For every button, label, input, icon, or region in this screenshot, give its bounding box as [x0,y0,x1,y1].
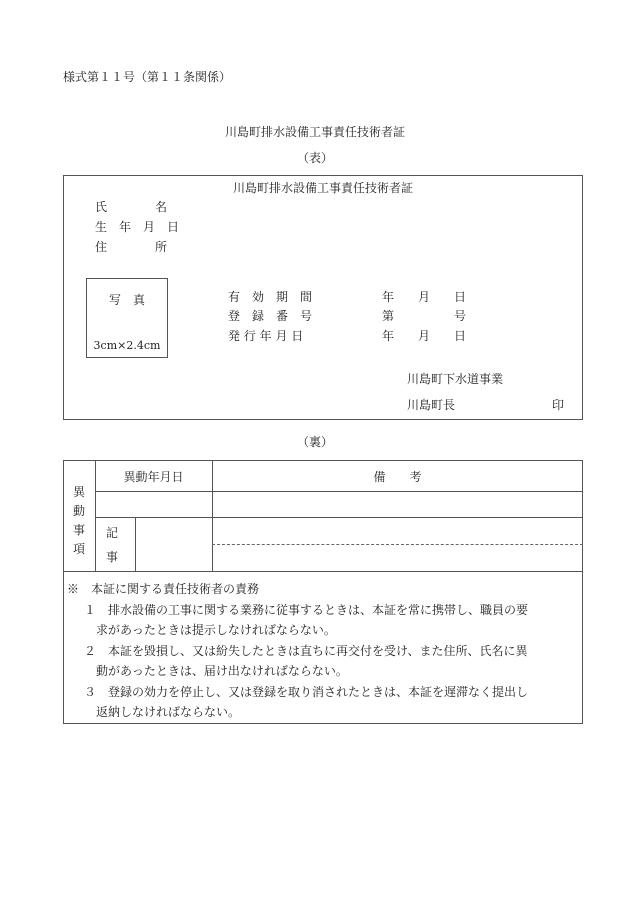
header-row-border [95,491,583,492]
issue-date-label: 発 行 年 月 日 [228,329,304,343]
seal-mark: 印 [552,398,565,412]
duty-2-line-2: 動があったときは、届け出なければならない。 [96,664,348,678]
issue-date-value: 年 月 日 [382,329,467,343]
duty-1-line-2: 求があったときは提示しなければならない。 [96,623,336,637]
table-divider [63,571,583,572]
change-items-header: 異動事項 [72,485,85,556]
page-title: 川島町排水設備工事責任技術者証 [224,125,405,139]
front-label: （表） [296,151,333,165]
remarks-header: 備 考 [373,470,422,484]
duty-3-line-1: ３ 登録の効力を停止し、又は登録を取り消されたときは、本証を遅滞なく提出し [84,685,529,699]
birthdate-label: 生 年 月 日 [95,220,180,234]
validity-period-value: 年 月 日 [382,290,467,304]
remarks-dashed-line [212,544,583,545]
issuer-title: 川島町長 [407,398,456,412]
duty-3-line-2: 返納しなければならない。 [96,705,241,719]
back-label: （裏） [296,435,333,449]
entry-row-border [95,517,583,518]
issuer-organization: 川島町下水道事業 [407,372,504,386]
registration-number-value: 第 号 [382,309,467,323]
record-column-border [135,517,136,571]
change-date-header: 異動年月日 [123,470,184,484]
photo-label: 写 真 [108,293,145,307]
duty-2-line-1: ２ 本証を毀損し、又は紛失したときは直ちに再交付を受け、また住所、氏名に異 [84,644,528,658]
photo-size-label: 3cm×2.4cm [93,339,161,352]
record-label: 記事 [105,526,118,564]
card-title: 川島町排水設備工事責任技術者証 [232,181,413,195]
registration-number-label: 登 録 番 号 [228,309,313,323]
duty-1-line-1: １ 排水設備の工事に関する業務に従事するときは、本証を常に携帯し、職員の要 [84,603,529,617]
name-label: 氏 名 [95,200,168,214]
address-label: 住 所 [95,240,168,254]
validity-period-label: 有 効 期 間 [228,290,313,304]
form-number: 様式第１１号（第１１条関係） [63,70,232,84]
duties-heading: ※ 本証に関する責任技術者の責務 [67,582,260,596]
